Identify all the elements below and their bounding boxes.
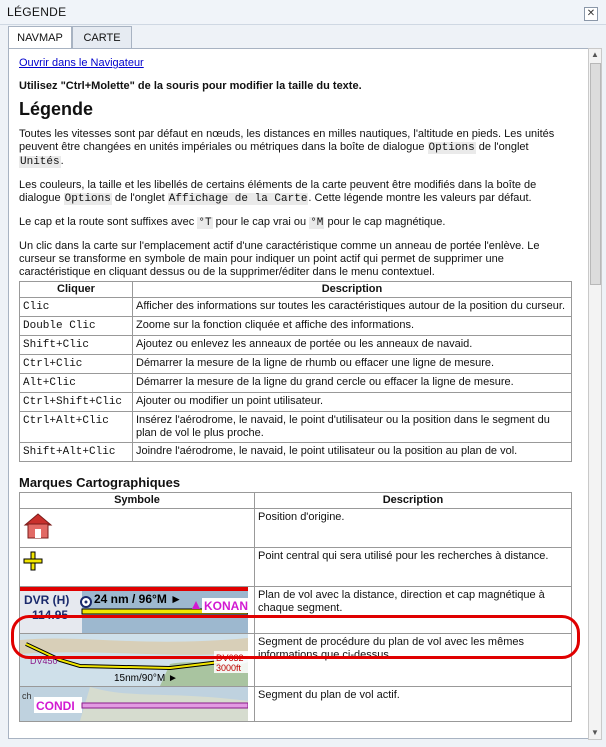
colors-paragraph: Les couleurs, la taille et les libellés de certains éléments de la carte peuvent être modifiés dans la boîte de dialogue Options de l'onglet Affichage de la Carte. Cette légende montre les valeurs par défaut.: [19, 179, 537, 205]
scroll-down-icon[interactable]: ▼: [591, 728, 599, 737]
table-header: Symbole: [20, 493, 255, 509]
svg-text:15nm/90°M ►: 15nm/90°M ►: [114, 673, 178, 684]
scroll-up-icon[interactable]: ▲: [591, 50, 599, 59]
svg-text:24 nm / 96°M ►: 24 nm / 96°M ►: [94, 592, 183, 606]
active-leg-image: [20, 687, 248, 721]
map-marks-table: [19, 492, 572, 722]
window-titlebar: [0, 0, 606, 25]
scrollbar-thumb[interactable]: [590, 63, 601, 285]
vertical-scrollbar[interactable]: [588, 48, 602, 740]
tab-carte[interactable]: CARTE: [72, 26, 132, 49]
table-header: Description: [133, 282, 572, 298]
open-in-browser-link[interactable]: Ouvrir dans le Navigateur: [19, 57, 144, 69]
map-marks-heading: Marques Cartographiques: [19, 475, 181, 490]
table-row: Point central qui sera utilisé pour les recherches à distance.: [20, 548, 572, 587]
svg-text:CONDI: CONDI: [36, 699, 75, 713]
table-row: Double Clic Zoome sur la fonction cliquée et affiche des informations.: [20, 317, 572, 336]
table-row: DVR (H) 114.95 24 nm / 96°M ► KONAN Plan de vol avec la distance, direction et cap magnétique à chaque segment.: [20, 587, 572, 634]
table-row: Ctrl+Clic Démarrer la mesure de la ligne de rhumb ou effacer une ligne de mesure.: [20, 355, 572, 374]
table-row: Position d'origine.: [20, 509, 572, 548]
table-row: Clic Afficher des informations sur toutes les caractéristiques autour de la position du curseur.: [20, 298, 572, 317]
tab-navmap[interactable]: NAVMAP: [8, 26, 72, 50]
units-paragraph: Toutes les vitesses sont par défaut en nœuds, les distances en milles nautiques, l'altitude en pieds. Les unités peuvent être changées en unités impériales ou métriques dans la boîte de dialogue Options de l'onglet Unités.: [19, 128, 555, 168]
home-icon: [22, 511, 54, 541]
table-header: Cliquer: [20, 282, 133, 298]
svg-text:ch: ch: [22, 691, 32, 701]
svg-text:114.95: 114.95: [32, 608, 69, 622]
ctrl-wheel-hint: Utilisez "Ctrl+Molette" de la souris pour modifier la taille du texte.: [19, 80, 362, 92]
table-row: Alt+Clic Démarrer la mesure de la ligne du grand cercle ou effacer la ligne de mesure.: [20, 374, 572, 393]
svg-text:DVR (H): DVR (H): [24, 593, 70, 607]
crosshair-icon: [22, 550, 44, 572]
close-icon[interactable]: ✕: [584, 7, 598, 21]
heading-paragraph: Le cap et la route sont suffixes avec °T pour le cap vrai ou °M pour le cap magnétique.: [19, 216, 446, 229]
table-row: Shift+Clic Ajoutez ou enlevez les anneaux de portée ou les anneaux de navaid.: [20, 336, 572, 355]
mouse-actions-table: [19, 281, 572, 462]
annotation-highlight: [11, 615, 580, 659]
table-row: Ctrl+Shift+Clic Ajouter ou modifier un point utilisateur.: [20, 393, 572, 412]
table-row: Shift+Alt+Clic Joindre l'aérodrome, le navaid, le point utilisateur ou la position au plan de vol.: [20, 443, 572, 462]
window-title: LÉGENDE: [7, 5, 67, 19]
svg-text:DV632: DV632: [216, 653, 244, 663]
svg-text:3000ft: 3000ft: [216, 663, 242, 673]
legend-content[interactable]: [8, 48, 590, 739]
page-title: Légende: [19, 99, 94, 119]
table-row: DV450 15nm/90°M ► DV632 3000ft Segment de procédure du plan de vol avec les mêmes informations que ci-dessus.: [20, 634, 572, 687]
svg-text:DV450: DV450: [30, 656, 58, 666]
click-paragraph: Un clic dans la carte sur l'emplacement actif d'une caractéristique comme un anneau de portée l'enlève. Le curseur se transforme en symbole de main pour indiquer un point actif qui permet de supprimer une caractéristique en cliquant dessus ou de la supprimer/éditer dans le menu contextuel.: [19, 240, 540, 278]
table-header: Description: [255, 493, 572, 509]
svg-text:KONAN: KONAN: [204, 599, 248, 613]
table-row: ch CONDI Segment du plan de vol actif.: [20, 687, 572, 722]
table-row: Ctrl+Alt+Clic Insérez l'aérodrome, le navaid, le point d'utilisateur ou la position dans le segment du plan de vol le plus proche.: [20, 412, 572, 443]
